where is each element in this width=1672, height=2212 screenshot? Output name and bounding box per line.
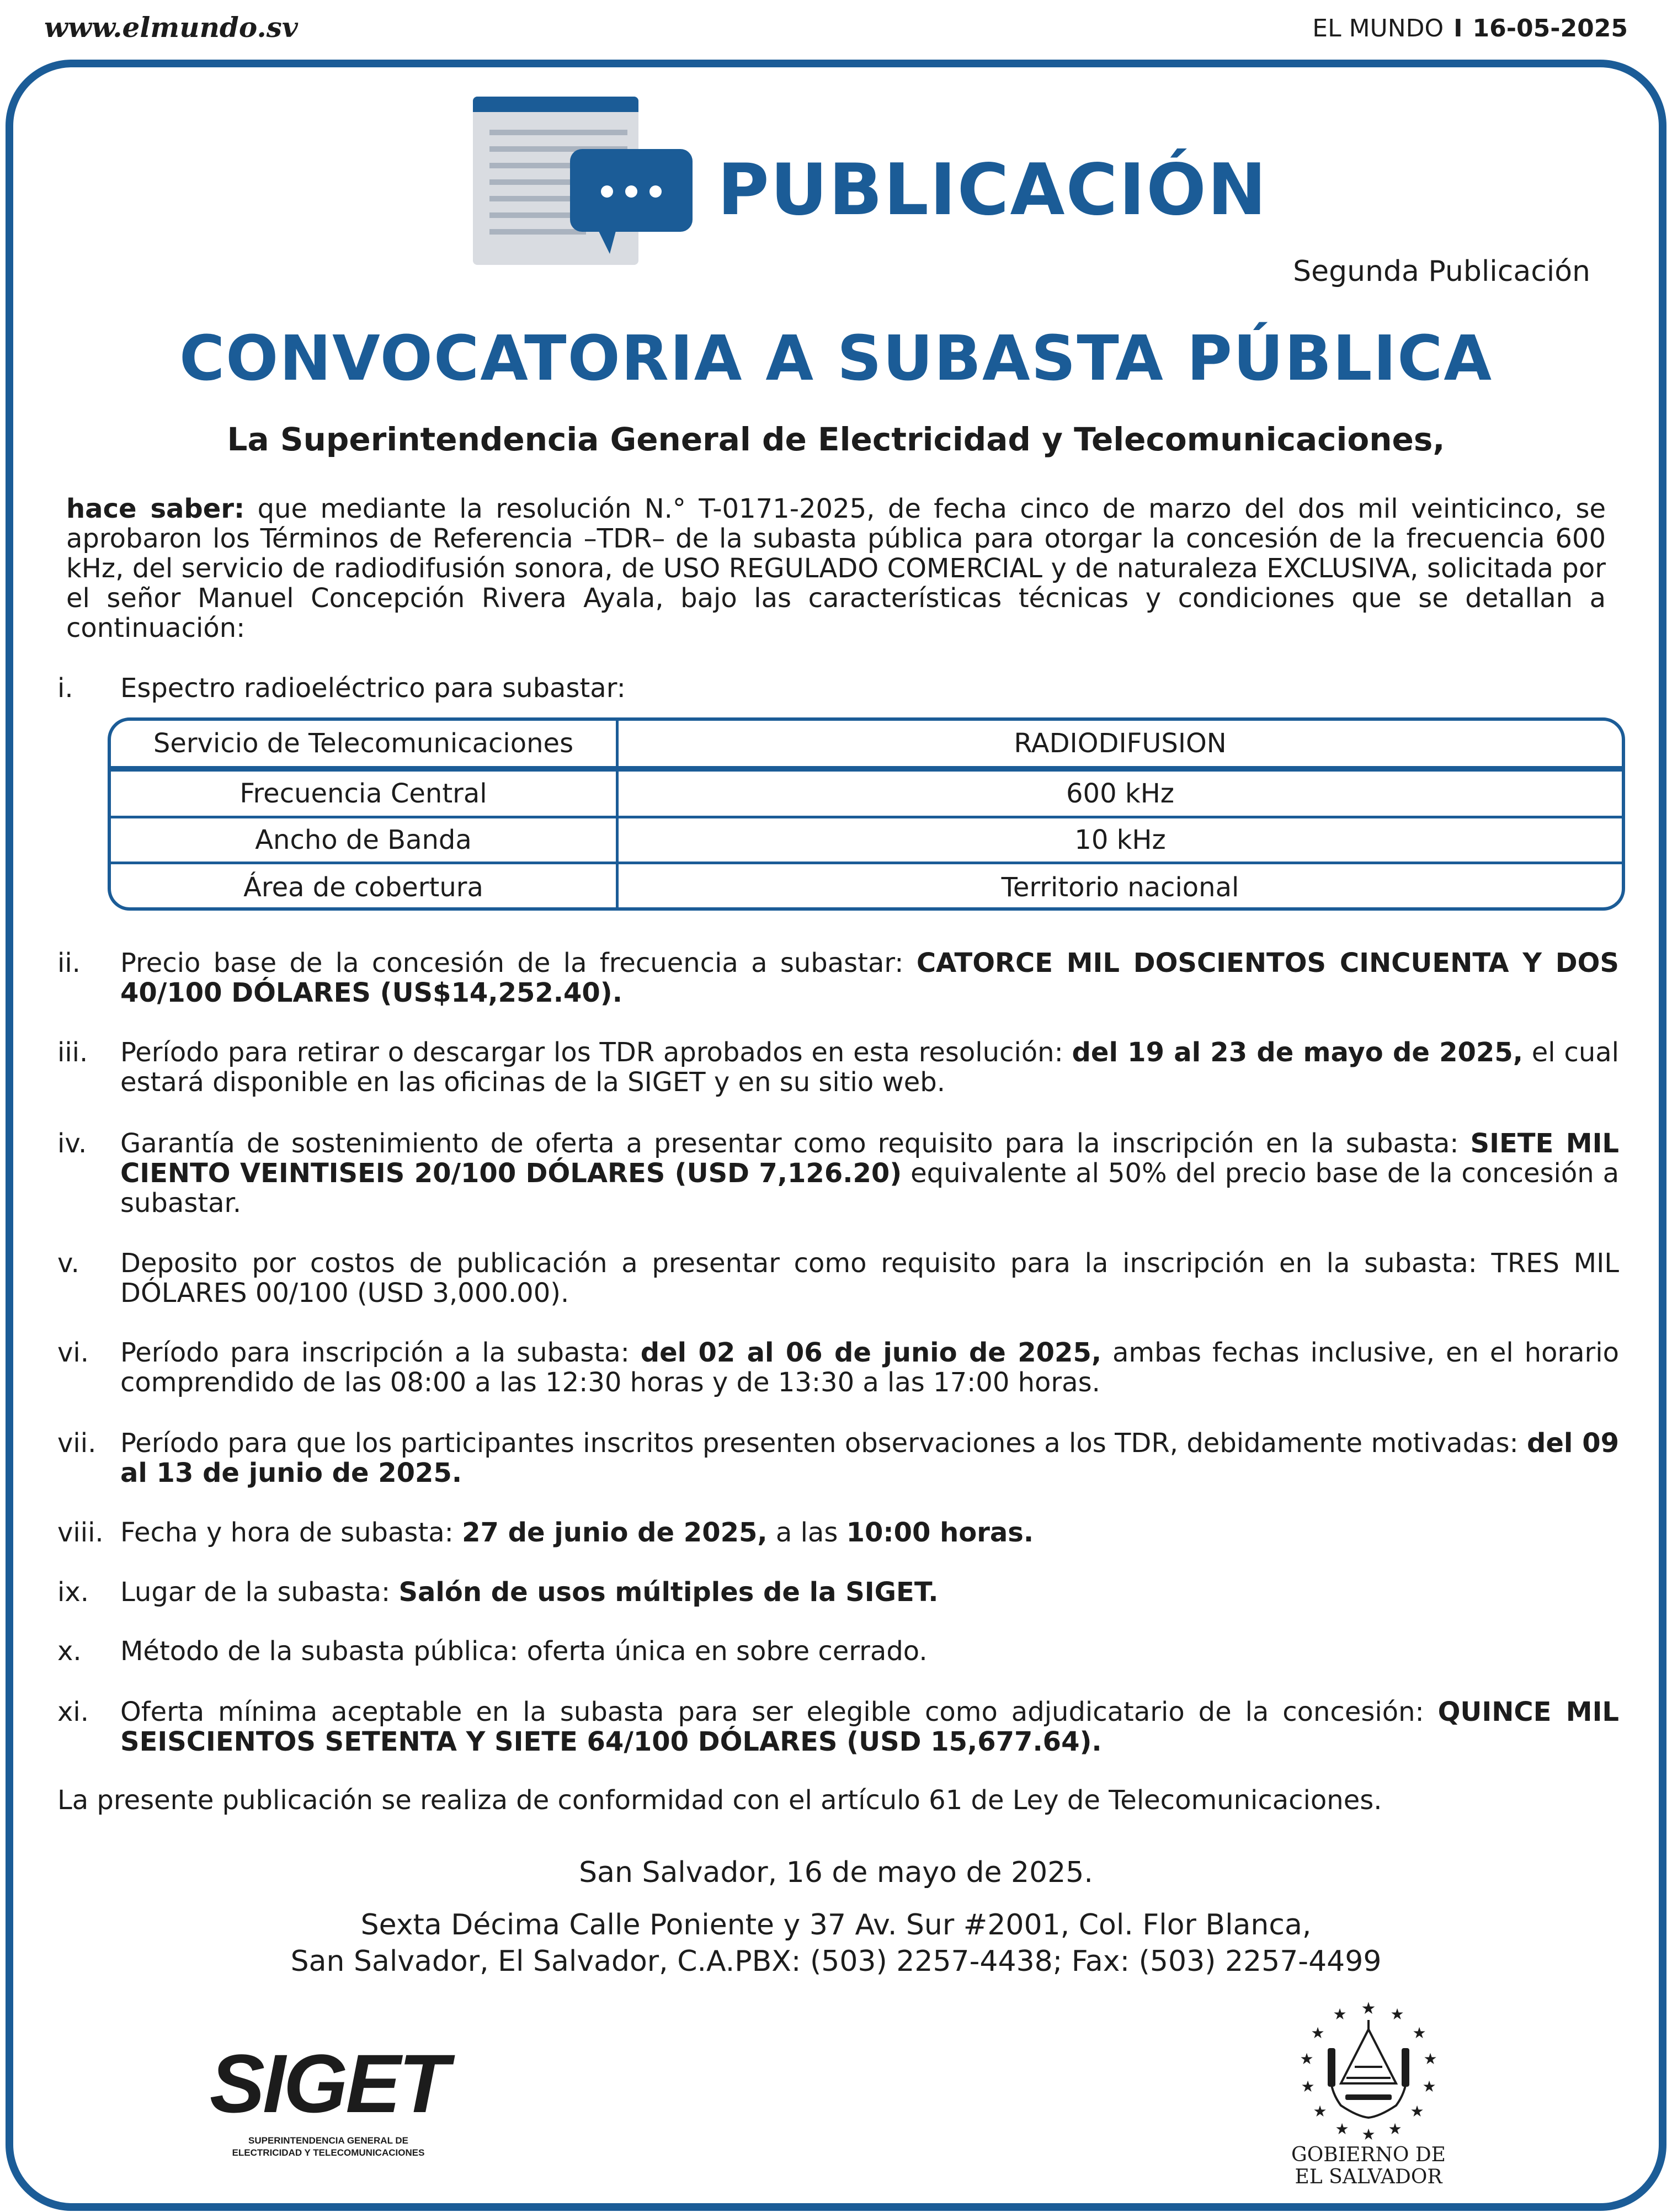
site-url[interactable]: www.elmundo.sv xyxy=(44,11,298,44)
svg-text:★: ★ xyxy=(1422,2077,1436,2096)
intro-paragraph xyxy=(66,494,1606,643)
item-text: Período para inscripción a la subasta: xyxy=(120,1337,641,1368)
intro-lead: hace saber: xyxy=(66,493,245,524)
siget-logo-text: SIGET xyxy=(209,2037,448,2130)
item-number: vii. xyxy=(57,1428,97,1459)
item-tail-text: ambas fechas inclusive, en el horario comprendido de las 08:00 a las 12:30 horas y de 13:30 a las 17:00 horas. xyxy=(120,1337,1619,1398)
coat-of-arms-icon xyxy=(1280,1995,1457,2144)
spectrum-table xyxy=(108,717,1625,911)
svg-text:★: ★ xyxy=(1300,2050,1314,2068)
item-number: vi. xyxy=(57,1337,89,1368)
table-row xyxy=(111,818,1622,862)
table-cell-value: RADIODIFUSION xyxy=(1014,728,1227,759)
item-number: ix. xyxy=(57,1577,89,1608)
organization-name: La Superintendencia General de Electricidad y Telecomunicaciones, xyxy=(227,421,1445,458)
item-text: Período para retirar o descargar los TDR aprobados en esta resolución: xyxy=(120,1037,1072,1068)
list-item xyxy=(57,948,1619,1008)
edition-separator: I xyxy=(1453,14,1463,42)
list-item xyxy=(57,1518,1619,1548)
address-line-2: San Salvador, El Salvador, C.A.PBX: (503) 2257-4438; Fax: (503) 2257-4499 xyxy=(290,1945,1382,1978)
edition-info xyxy=(1312,14,1628,42)
table-cell-value: 10 kHz xyxy=(1074,825,1166,855)
svg-text:★: ★ xyxy=(1410,2102,1424,2120)
table-row xyxy=(111,772,1622,816)
item-number: xi. xyxy=(57,1697,89,1727)
list-item xyxy=(57,1428,1619,1488)
item-bold-text: CATORCE MIL DOSCIENTOS CINCUENTA Y DOS 40/100 DÓLARES (US$14,252.40). xyxy=(120,948,1620,1008)
item-number: viii. xyxy=(57,1517,104,1548)
table-cell-label: Ancho de Banda xyxy=(111,818,619,862)
svg-text:★: ★ xyxy=(1412,2024,1426,2042)
table-row xyxy=(111,864,1622,911)
paper-name: EL MUNDO xyxy=(1312,14,1444,42)
government-text xyxy=(1280,2144,1457,2188)
item-bold-text: Salón de usos múltiples de la SIGET. xyxy=(398,1577,939,1608)
item-bold-text: del 09 al 13 de junio de 2025. xyxy=(120,1428,1620,1488)
table-cell-label: Frecuencia Central xyxy=(111,772,619,816)
item-number: iv. xyxy=(57,1128,87,1159)
item-text: Método de la subasta pública: oferta única en sobre cerrado. xyxy=(120,1636,928,1667)
svg-text:★: ★ xyxy=(1313,2102,1327,2120)
item-text: Oferta mínima aceptable en la subasta para ser elegible como adjudicatario de la concesión: xyxy=(120,1697,1438,1727)
table-cell-value: 600 kHz xyxy=(1066,778,1174,809)
svg-text:★: ★ xyxy=(1311,2024,1325,2042)
list-item xyxy=(57,1129,1619,1218)
address xyxy=(0,1907,1672,1980)
list-item xyxy=(57,1338,1619,1397)
item-bold-text: del 19 al 23 de mayo de 2025, xyxy=(1072,1037,1523,1068)
item-number: iii. xyxy=(57,1037,88,1068)
intro-text: que mediante la resolución N.° T-0171-2025, de fecha cinco de marzo del dos mil veinticinco, se aprobaron los Términos de Referencia –TDR– de la subasta pública para otorgar la concesión de la frecuencia 600 kHz, del servicio de radiodifusión sonora, de USO REGULADO COMERCIAL y de naturaleza EXCLUSIVA, solicitada por el señor Manuel Concepción Rivera Ayala, bajo las características técnicas y condiciones que se detallan a continuación: xyxy=(66,493,1606,644)
item-number: v. xyxy=(57,1248,79,1279)
svg-text:★: ★ xyxy=(1361,2125,1376,2144)
table-cell-value: Territorio nacional xyxy=(1001,872,1239,903)
government-seal xyxy=(1280,1995,1457,2188)
svg-text:★: ★ xyxy=(1333,2005,1347,2023)
table-divider xyxy=(111,766,1622,772)
address-line-1: Sexta Décima Calle Poniente y 37 Av. Sur #2001, Col. Flor Blanca, xyxy=(360,1908,1312,1942)
item-text: Fecha y hora de subasta: xyxy=(120,1517,462,1548)
item-text: Deposito por costos de publicación a presentar como requisito para la inscripción en la subasta: TRES MIL DÓLARES 00/100 (USD 3,000.00). xyxy=(120,1248,1619,1309)
item-text: Espectro radioeléctrico para subastar: xyxy=(120,673,626,704)
siget-logo xyxy=(190,2037,466,2163)
svg-text:★: ★ xyxy=(1423,2050,1437,2068)
item-text: Período para que los participantes inscritos presenten observaciones a los TDR, debidamente motivadas: xyxy=(120,1428,1527,1459)
svg-text:★: ★ xyxy=(1390,2005,1404,2023)
publication-title: PUBLICACIÓN xyxy=(717,149,1268,231)
table-row xyxy=(111,721,1622,766)
siget-sub-line-2: ELECTRICIDAD Y TELECOMUNICACIONES xyxy=(232,2147,425,2158)
item-tail-text: equivalente al 50% del precio base de la concesión a subastar. xyxy=(120,1158,1619,1219)
svg-text:★: ★ xyxy=(1301,2077,1315,2096)
list-item xyxy=(57,1038,1619,1097)
table-cell-label: Servicio de Telecomunicaciones xyxy=(111,721,619,766)
masthead xyxy=(0,0,1672,61)
edition-date: 16-05-2025 xyxy=(1472,14,1628,42)
siget-logo-subtitle xyxy=(201,2135,455,2159)
table-cell-label: Área de cobertura xyxy=(111,864,619,911)
list-item xyxy=(57,1636,1619,1666)
item-bold-text: 27 de junio de 2025, xyxy=(462,1517,768,1548)
item-tail-text: el cual estará disponible en las oficinas de la SIGET y en su sitio web. xyxy=(120,1037,1619,1098)
svg-text:★: ★ xyxy=(1361,1999,1376,2018)
government-line-1: GOBIERNO DE xyxy=(1291,2144,1446,2166)
item-text: Precio base de la concesión de la frecuencia a subastar: xyxy=(120,948,917,979)
closing-statement: La presente publicación se realiza de conformidad con el artículo 61 de Ley de Telecomunicaciones. xyxy=(57,1785,1382,1816)
item-text: Lugar de la subasta: xyxy=(120,1577,399,1608)
list-item xyxy=(57,1577,1619,1607)
siget-sub-line-1: SUPERINTENDENCIA GENERAL DE xyxy=(248,2135,408,2146)
government-line-2: EL SALVADOR xyxy=(1295,2166,1442,2188)
item-number: x. xyxy=(57,1636,82,1667)
place-date: San Salvador, 16 de mayo de 2025. xyxy=(579,1856,1093,1889)
item-bold-text: del 02 al 06 de junio de 2025, xyxy=(640,1337,1102,1368)
svg-text:★: ★ xyxy=(1335,2120,1349,2138)
list-item xyxy=(57,673,1619,703)
item-bold-text: SIETE MIL CIENTO VEINTISEIS 20/100 DÓLARES (USD 7,126.20) xyxy=(120,1128,1620,1189)
item-mid-text: a las xyxy=(767,1517,846,1548)
publication-note: Segunda Publicación xyxy=(1293,255,1590,288)
item-bold-text-2: 10:00 horas. xyxy=(846,1517,1034,1548)
document-chat-icon xyxy=(472,97,693,279)
item-number: i. xyxy=(57,673,73,704)
list-item xyxy=(57,1248,1619,1308)
item-bold-text: QUINCE MIL SEISCIENTOS SETENTA Y SIETE 64/100 DÓLARES (USD 15,677.64). xyxy=(120,1697,1620,1757)
item-text: Garantía de sostenimiento de oferta a presentar como requisito para la inscripción en la subasta: xyxy=(120,1128,1471,1159)
svg-text:★: ★ xyxy=(1388,2120,1402,2138)
notice-title: CONVOCATORIA A SUBASTA PÚBLICA xyxy=(179,323,1493,395)
list-item xyxy=(57,1697,1619,1757)
item-number: ii. xyxy=(57,948,81,979)
